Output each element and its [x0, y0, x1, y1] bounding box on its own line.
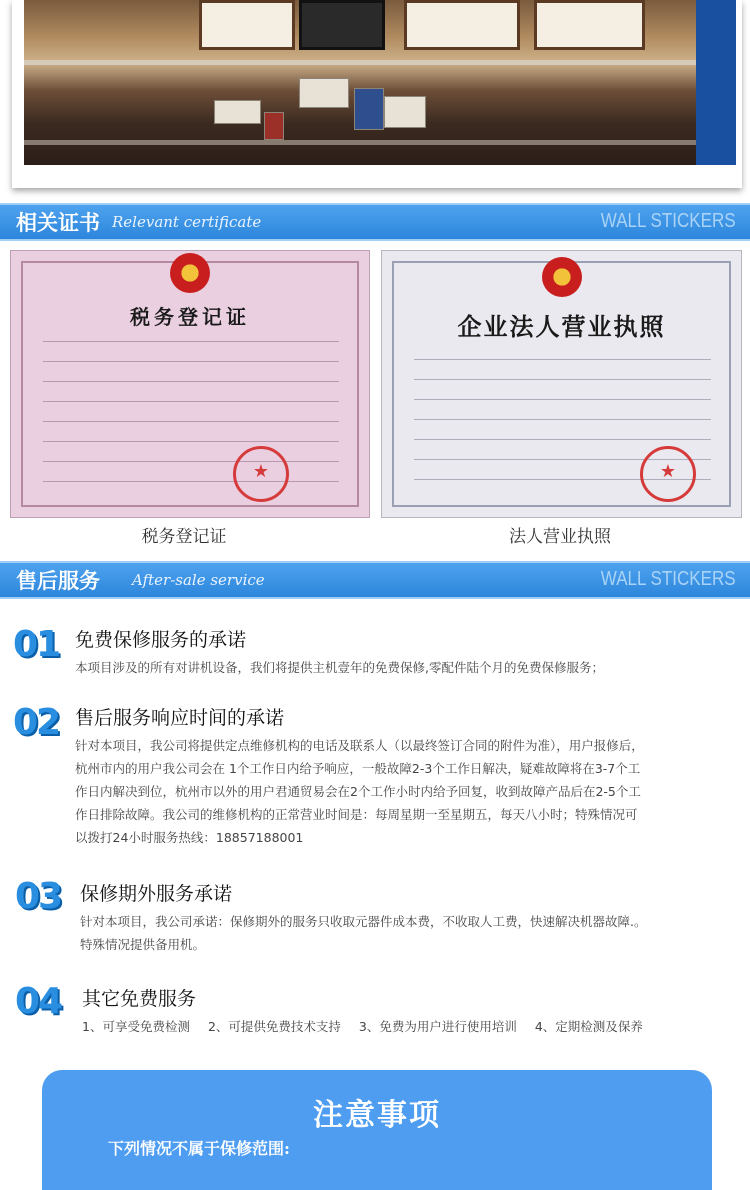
certificate-caption: 法人营业执照	[509, 527, 611, 547]
item-title: 其它免费服务	[82, 988, 197, 1010]
certificate-section-header	[0, 203, 750, 241]
certificate-caption: 税务登记证	[141, 527, 227, 547]
after-sale-section-header	[0, 561, 750, 599]
product-box	[299, 78, 349, 108]
official-seal-icon	[233, 446, 289, 502]
certificate-text-lines	[43, 341, 339, 501]
item-number: 03	[15, 876, 62, 917]
item-body	[80, 910, 740, 956]
item-number: 01	[13, 624, 60, 665]
item-number: 02	[13, 702, 60, 743]
list-item: 3、免费为用户进行使用培训	[358, 1019, 517, 1034]
notice-title: 注意事项	[313, 1098, 441, 1133]
business-license-certificate	[381, 250, 742, 518]
glass-shelf	[24, 140, 736, 145]
certificate-frame	[199, 0, 295, 50]
certificate-frame	[299, 0, 385, 50]
section-watermark: WALL STICKERS	[601, 568, 736, 590]
body-line: 杭州市内的用户我公司会在 1个工作日内给予响应，一般故障2-3个工作日解决，疑难故障将在3-7个工	[75, 761, 641, 776]
product-box	[384, 96, 426, 128]
notice-card	[42, 1070, 712, 1190]
item-number-badge	[15, 982, 67, 1022]
tax-registration-certificate	[10, 250, 370, 518]
certificate-heading: 税务登记证	[130, 305, 250, 329]
showcase-photo	[24, 0, 736, 165]
section-watermark: WALL STICKERS	[601, 210, 736, 232]
official-seal-icon	[640, 446, 696, 502]
section-subtitle: Relevant certificate	[112, 213, 262, 231]
body-line: 作日内解决到位，杭州市以外的用户君通贸易会在2个工作小时内给予回复，收到故障产品后在2-5个工	[75, 784, 641, 799]
product-box	[354, 88, 384, 130]
product-box	[264, 112, 284, 140]
body-line: 针对本项目，我公司将提供定点维修机构的电话及联系人（以最终签订合同的附件为准），用户报修后，	[75, 738, 644, 753]
showcase-photo-card	[12, 0, 742, 188]
item-number-badge	[15, 877, 67, 917]
item-number-badge	[13, 703, 65, 743]
item-body: 本项目涉及的所有对讲机设备，我们将提供主机壹年的免费保修,零配件陆个月的免费保修服务；	[75, 660, 604, 675]
photo-edge	[696, 0, 736, 165]
list-item: 2、可提供免费技术支持	[207, 1019, 341, 1034]
item-title: 售后服务响应时间的承诺	[75, 707, 285, 729]
section-subtitle: After-sale service	[132, 571, 265, 589]
glass-shelf	[24, 60, 736, 65]
item-number: 04	[15, 981, 62, 1022]
free-service-list	[82, 1015, 742, 1038]
body-line: 针对本项目，我公司承诺：保修期外的服务只收取元器件成本费，不收取人工费，快速解决机器故障.。	[80, 914, 647, 929]
certificate-frame	[534, 0, 645, 50]
notice-subtitle: 下列情况不属于保修范围:	[108, 1139, 290, 1158]
section-title: 相关证书	[16, 211, 100, 235]
certificate-heading: 企业法人营业执照	[457, 312, 666, 341]
body-line: 特殊情况提供备用机。	[80, 937, 206, 952]
product-box	[214, 100, 261, 124]
item-title: 保修期外服务承诺	[80, 883, 233, 905]
item-title: 免费保修服务的承诺	[75, 629, 247, 651]
list-item: 4、定期检测及保养	[534, 1019, 643, 1034]
certificate-frame	[404, 0, 520, 50]
body-line: 以拨打24小时服务热线：18857188001	[75, 830, 304, 845]
list-item: 1、可享受免费检测	[82, 1019, 190, 1034]
national-emblem-icon	[170, 253, 210, 293]
item-number-badge	[13, 625, 65, 665]
body-line: 作日排除故障。我公司的维修机构的正常营业时间是：每周星期一至星期五，每天八小时；特殊情况可	[75, 807, 638, 822]
national-emblem-icon	[542, 257, 582, 297]
item-body	[75, 734, 740, 849]
section-title: 售后服务	[16, 569, 100, 593]
